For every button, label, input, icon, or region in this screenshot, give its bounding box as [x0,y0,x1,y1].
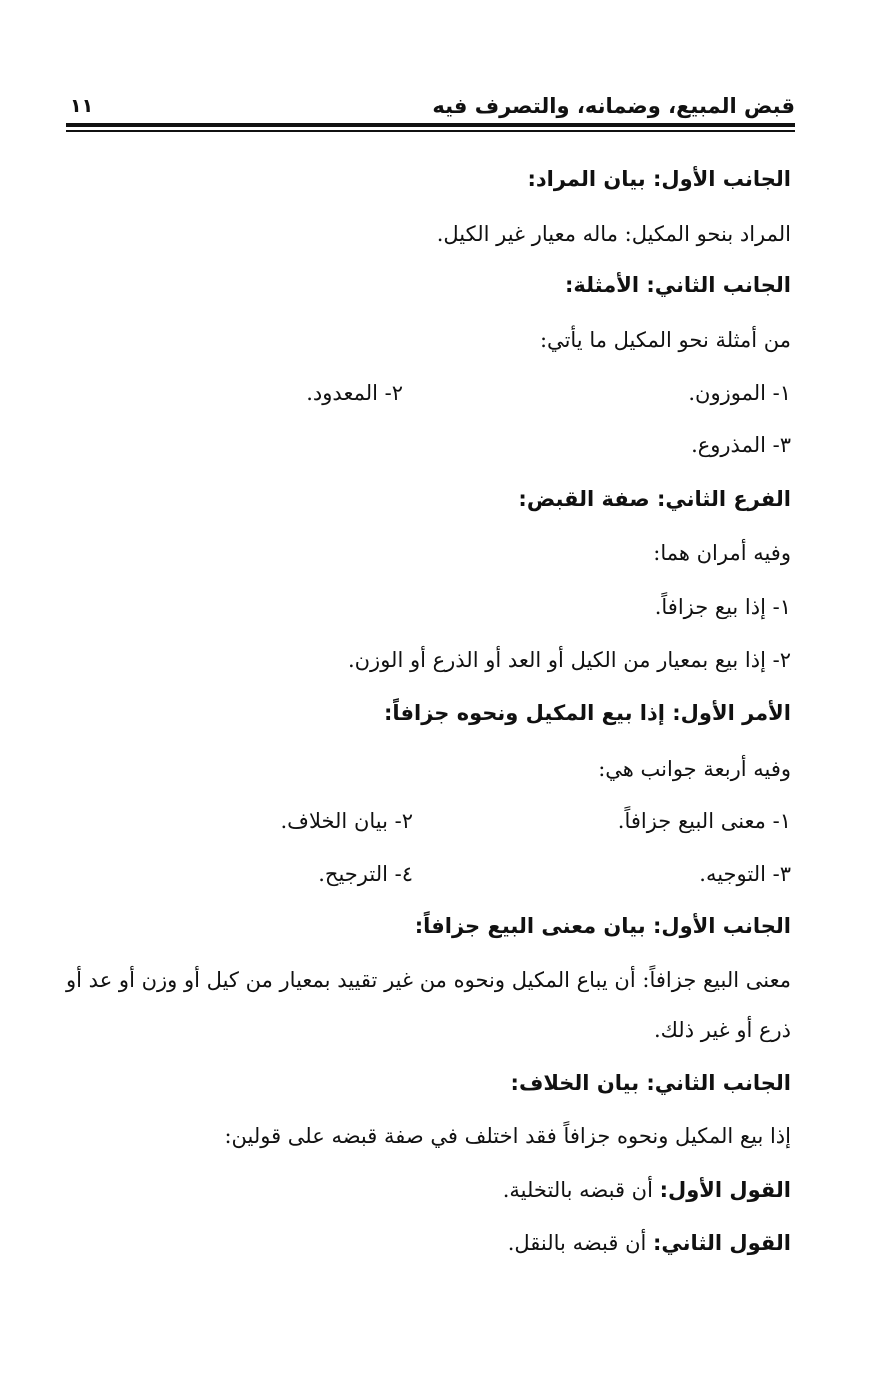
opinion-two-text: أن قبضه بالنقل. [507,1231,654,1255]
list-item-counted: ٢- المعدود. [306,381,403,405]
heading-disagreement: الجانب الثاني: بيان الخلاف: [510,1071,791,1095]
opinion-one-label: القول الأول: [659,1178,791,1202]
opinion-two [508,1228,791,1258]
list-item-disagreement: ٢- بيان الخلاف. [280,809,413,833]
heading-side-one-meaning: الجانب الأول: بيان المراد: [527,167,791,191]
list-item-measured: ٣- المذروع. [691,433,791,457]
header-rule-thick [66,123,795,127]
heading-matter-one: الأمر الأول: إذا بيع المكيل ونحوه جزافاً: [383,701,791,725]
list-item-preference: ٤- الترجيح. [318,862,413,886]
list-item-measured-sale: ٢- إذا بيع بمعيار من الكيل أو العد أو الذرع أو الوزن. [347,648,791,672]
paragraph-lump-sale-definition: معنى البيع جزافاً: أن يباع المكيل ونحوه من غير تقييد بمعيار من كيل أو وزن أو عد أو ذرع أو غير ذلك. [66,968,791,1042]
running-header [66,86,795,120]
heading-branch-two-receipt: الفرع الثاني: صفة القبض: [518,487,791,511]
list-item-justification: ٣- التوجيه. [699,862,791,886]
list-item-lump-meaning: ١- معنى البيع جزافاً. [617,809,791,833]
heading-side-two-examples: الجانب الثاني: الأمثلة: [564,273,791,297]
opinion-one-text: أن قبضه بالتخلية. [502,1178,660,1202]
list-item-lump-sale: ١- إذا بيع جزافاً. [654,595,791,619]
opinion-two-label: القول الثاني: [653,1231,791,1255]
text-two-opinions: إذا بيع المكيل ونحوه جزافاً فقد اختلف في صفة قبضه على قولين: [224,1124,791,1148]
header-title: قبض المبيع، وضمانه، والتصرف فيه [432,94,795,118]
text-four-sides: وفيه أربعة جوانب هي: [598,757,791,781]
header-rule-thin [66,130,795,132]
page-number: ١١ [70,95,94,117]
text-examples-intro: من أمثلة نحو المكيل ما يأتي: [539,328,791,352]
text-meaning: المراد بنحو المكيل: ماله معيار غير الكيل. [436,222,791,246]
opinion-one [503,1175,791,1205]
text-two-matters: وفيه أمران هما: [653,541,791,565]
heading-lump-sale-meaning: الجانب الأول: بيان معنى البيع جزافاً: [414,914,791,938]
list-item-weighed: ١- الموزون. [688,381,791,405]
